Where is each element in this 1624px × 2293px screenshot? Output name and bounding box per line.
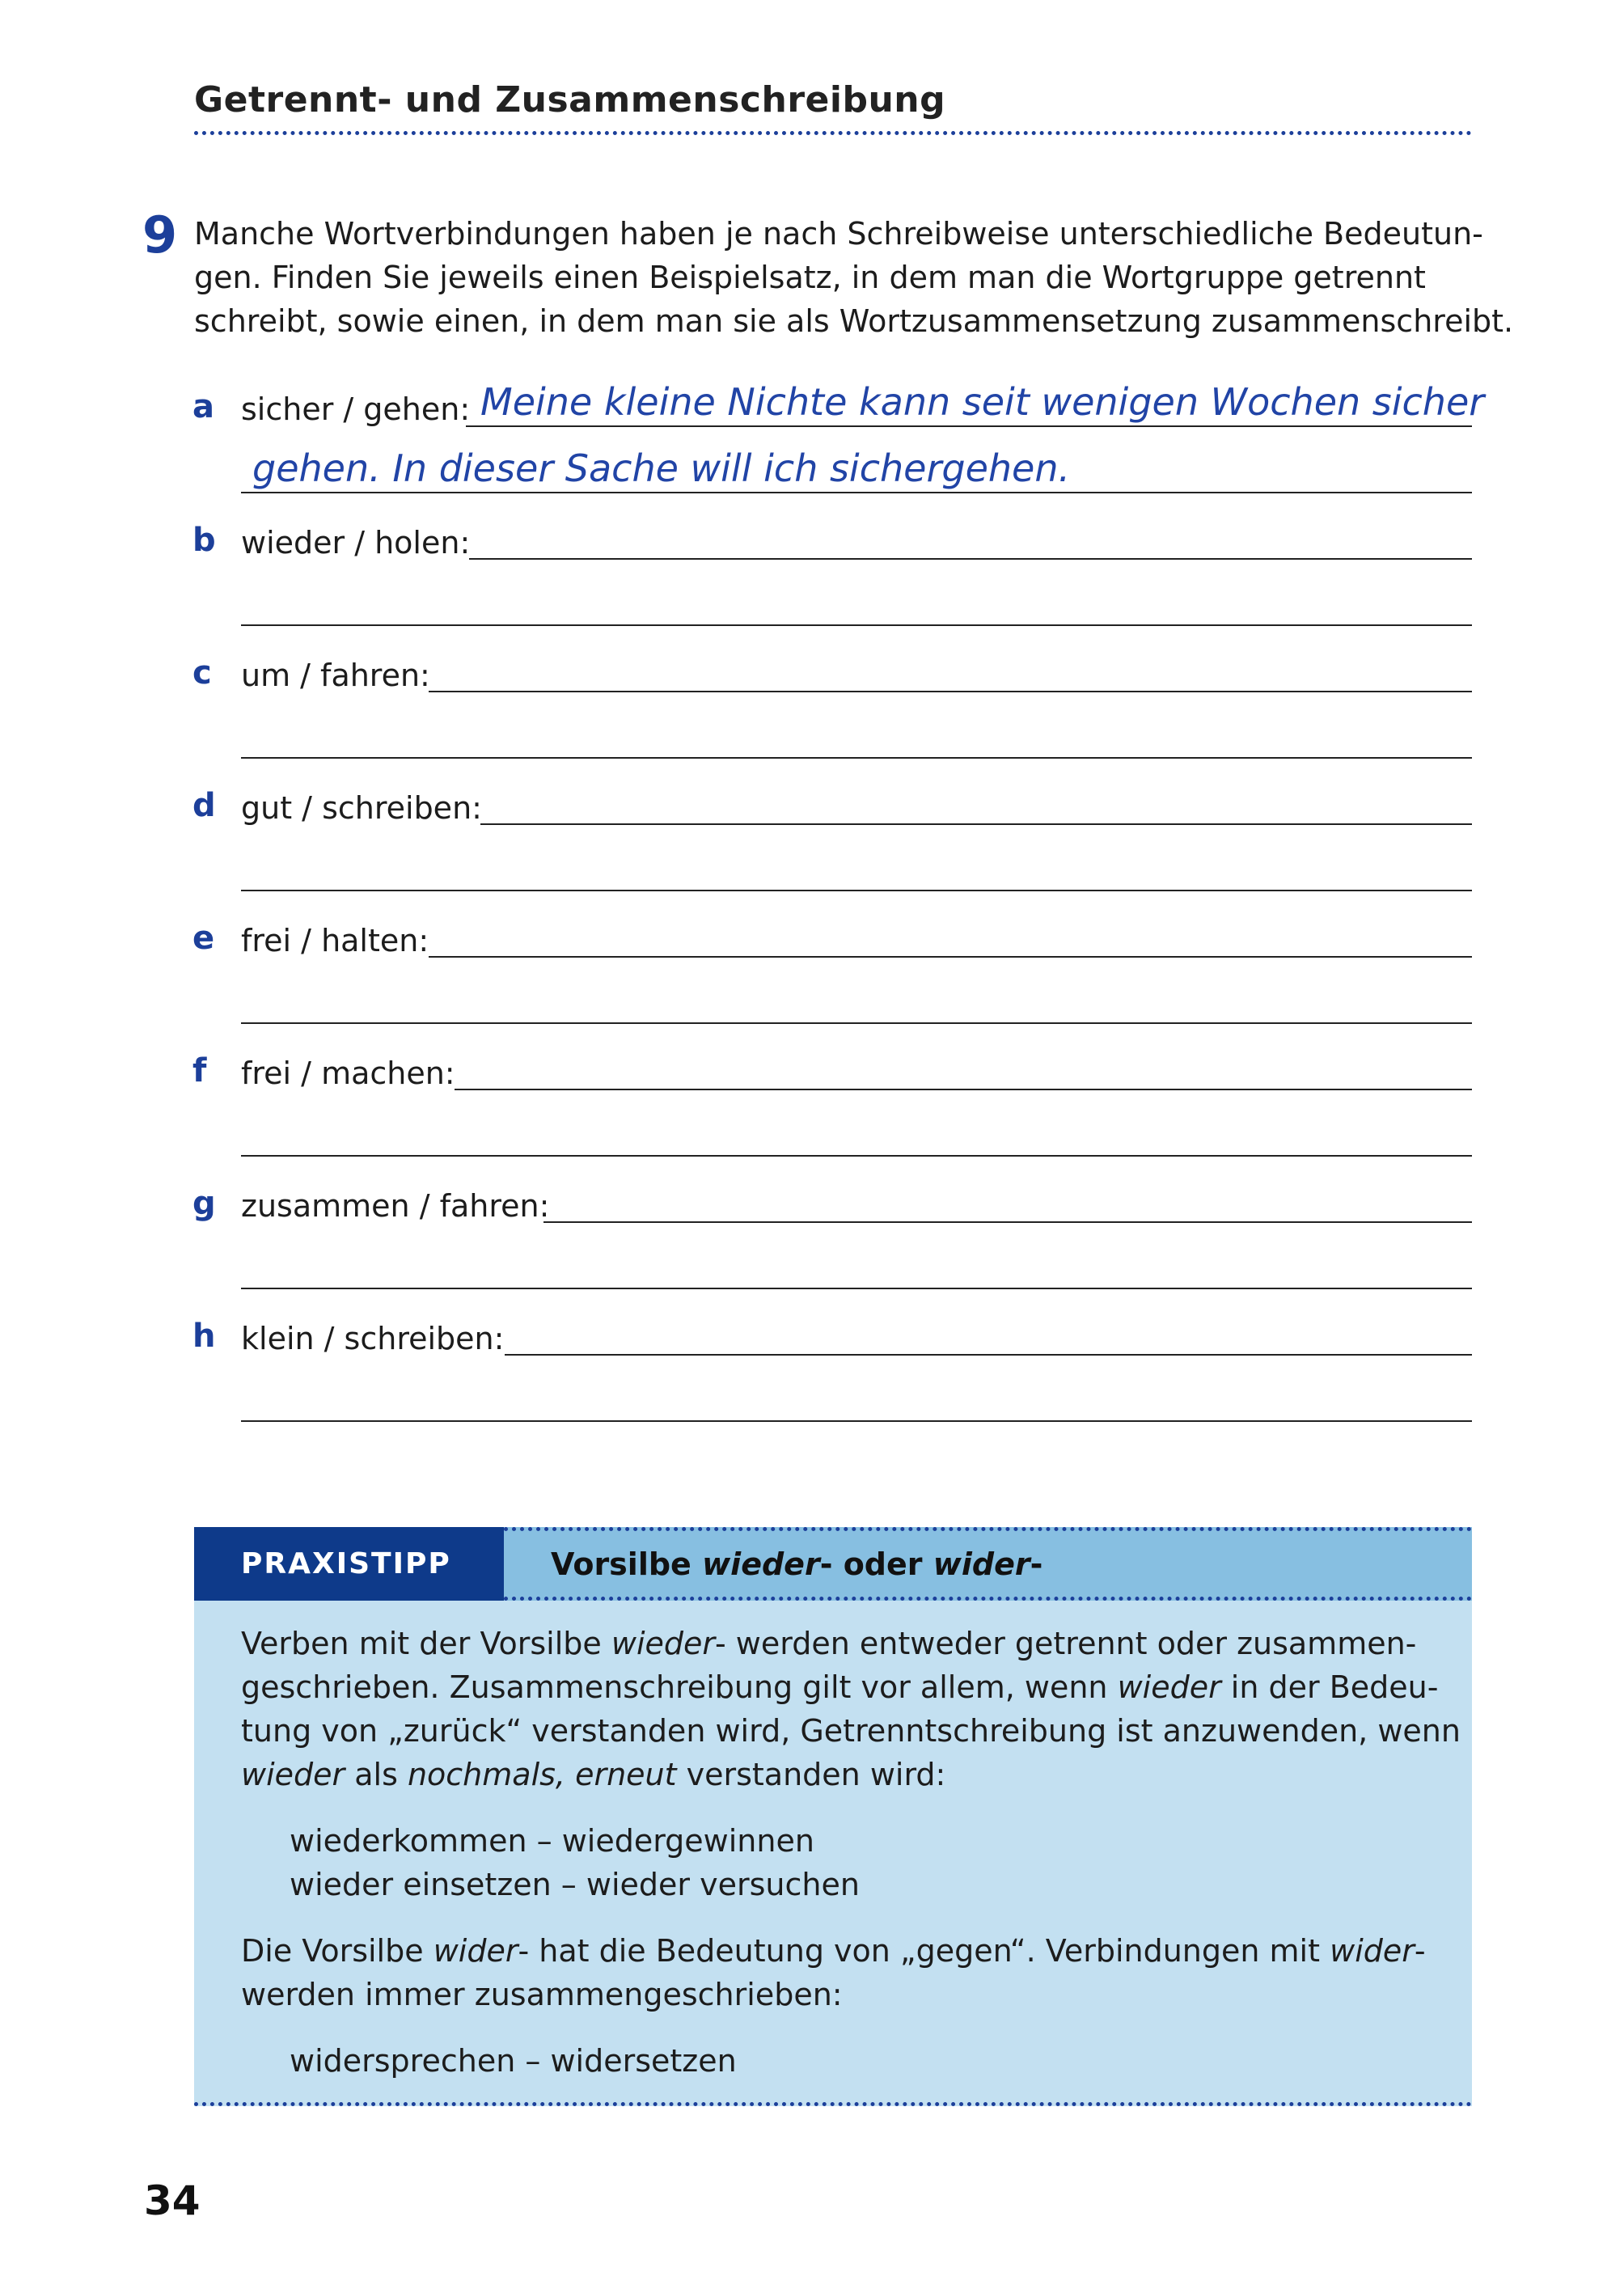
answer-line-g-2[interactable]	[241, 1288, 1472, 1289]
answer-line-e-2[interactable]	[241, 1022, 1472, 1024]
item-label-a: sicher / gehen:	[241, 391, 471, 427]
tip-p2-l1-c: - hat die Bedeutung von „gegen“. Verbindungen mit	[518, 1933, 1330, 1969]
item-letter-e: e	[192, 920, 215, 957]
item-letter-g: g	[192, 1185, 216, 1222]
item-letter-b: b	[192, 522, 216, 559]
tip-p2-line-1	[241, 1933, 1426, 1969]
answer-line-f-2[interactable]	[241, 1155, 1472, 1157]
tip-p1-l4-d: verstanden wird:	[676, 1757, 946, 1792]
tip-example-2: wieder einsetzen – wieder versuchen	[290, 1867, 860, 1902]
answer-line-h-1[interactable]	[505, 1354, 1472, 1356]
tip-p2-l1-a: Die Vorsilbe	[241, 1933, 433, 1969]
tip-example-3: widersprechen – widersetzen	[290, 2043, 737, 2079]
item-letter-a: a	[192, 388, 214, 425]
tip-p1-l2-c: in der Bedeu-	[1220, 1669, 1439, 1705]
tip-heading-part3: -	[1030, 1546, 1043, 1582]
tip-heading-part2: - oder	[819, 1546, 933, 1582]
item-label-b: wieder / holen:	[241, 525, 471, 561]
handwritten-answer-line-2: gehen. In dieser Sache will ich sichergehen.	[252, 446, 1071, 490]
instruction-line-2: gen. Finden Sie jeweils einen Beispielsatz, in dem man die Wortgruppe getrennt	[194, 260, 1426, 295]
tip-p1-l4-a: wieder	[241, 1757, 345, 1792]
item-label-f: frei / machen:	[241, 1056, 455, 1091]
tip-heading-part1: Vorsilbe	[551, 1546, 703, 1582]
answer-line-c-2[interactable]	[241, 757, 1472, 759]
item-letter-f: f	[192, 1052, 207, 1089]
tip-p1-line-1	[241, 1626, 1416, 1661]
item-letter-h: h	[192, 1318, 216, 1355]
page-number: 34	[144, 2177, 201, 2224]
tip-heading	[504, 1527, 1472, 1601]
answer-line-e-1[interactable]	[429, 956, 1472, 958]
tip-p2-l1-d: wider	[1330, 1933, 1415, 1969]
header-divider	[194, 131, 1472, 135]
instruction-line-3: schreibt, sowie einen, in dem man sie als Wortzusammensetzung zusammenschreibt.	[194, 303, 1514, 339]
item-label-h: klein / schreiben:	[241, 1321, 505, 1356]
answer-line-h-2[interactable]	[241, 1420, 1472, 1422]
tip-p1-l1-b: wieder	[611, 1626, 716, 1661]
answer-line-d-2[interactable]	[241, 890, 1472, 891]
item-letter-c: c	[192, 654, 212, 692]
handwritten-answer-line-1: Meine kleine Nichte kann seit wenigen Wochen sicher	[480, 380, 1485, 424]
item-label-c: um / fahren:	[241, 658, 430, 693]
tip-example-1: wiederkommen – wiedergewinnen	[290, 1823, 814, 1859]
tip-p1-l1-c: - werden entweder getrennt oder zusammen-	[715, 1626, 1417, 1661]
tip-p2-line-2: werden immer zusammengeschrieben:	[241, 1977, 843, 2012]
tip-p1-l2-a: geschrieben. Zusammenschreibung gilt vor allem, wenn	[241, 1669, 1118, 1705]
answer-line-g-1[interactable]	[543, 1221, 1472, 1223]
answer-line-b-1[interactable]	[469, 558, 1472, 560]
item-letter-d: d	[192, 787, 216, 824]
tip-label: PRAXISTIPP	[194, 1527, 504, 1601]
item-label-d: gut / schreiben:	[241, 790, 482, 826]
tip-p1-l4-b: als	[345, 1757, 408, 1792]
answer-line-c-1[interactable]	[429, 691, 1472, 692]
answer-line-f-1[interactable]	[455, 1089, 1472, 1090]
instruction-line-1: Manche Wortverbindungen haben je nach Schreibweise unterschiedliche Bedeutun-	[194, 216, 1483, 252]
tip-heading-em1: wieder	[702, 1546, 820, 1582]
task-number: 9	[142, 205, 178, 264]
section-title: Getrennt- und Zusammenschreibung	[194, 79, 946, 121]
tip-p1-l2-b: wieder	[1117, 1669, 1221, 1705]
tip-p2-l1-b: wider	[433, 1933, 518, 1969]
answer-line-a-2[interactable]	[241, 492, 1472, 493]
tip-p1-line-3: tung von „zurück“ verstanden wird, Getrenntschreibung ist anzuwenden, wenn	[241, 1713, 1461, 1749]
item-label-e: frei / halten:	[241, 923, 429, 958]
answer-line-a-1[interactable]	[466, 425, 1472, 427]
tip-p1-l4-c: nochmals, erneut	[407, 1757, 677, 1792]
tip-p1-l1-a: Verben mit der Vorsilbe	[241, 1626, 611, 1661]
tip-p2-l1-e: -	[1414, 1933, 1426, 1969]
tip-p1-line-4	[241, 1757, 945, 1792]
answer-line-b-2[interactable]	[241, 624, 1472, 626]
tip-heading-em2: wider	[933, 1546, 1030, 1582]
tip-box	[194, 1527, 1472, 2106]
item-label-g: zusammen / fahren:	[241, 1188, 550, 1224]
answer-line-d-1[interactable]	[480, 823, 1472, 825]
tip-p1-line-2	[241, 1669, 1438, 1705]
